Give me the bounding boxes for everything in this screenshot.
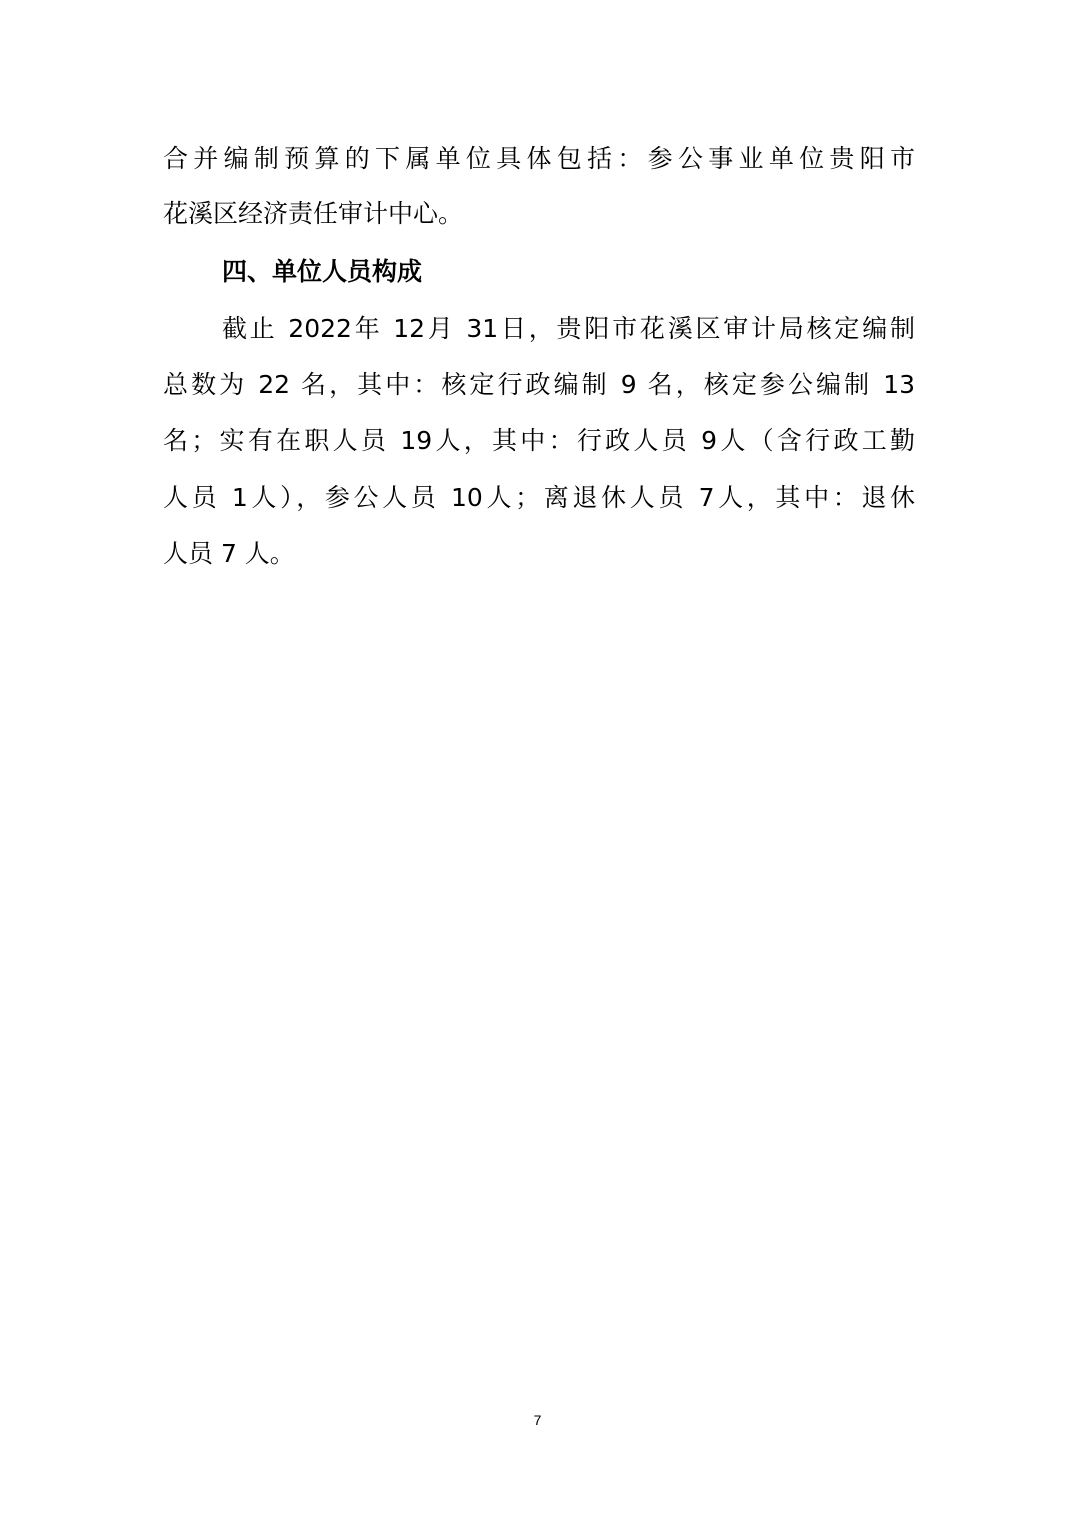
- paragraph-1-line-1: 合并编制预算的下属单位具体包括：参公事业单位贵阳市: [163, 144, 915, 173]
- paragraph-2-line-1: 截止 2022年 12月 31日，贵阳市花溪区审计局核定编制: [222, 314, 915, 343]
- paragraph-1-line-2: 花溪区经济责任审计中心。: [163, 199, 464, 228]
- paragraph-2-line-3: 名；实有在职人员 19人，其中：行政人员 9人（含行政工勤: [163, 426, 915, 455]
- paragraph-2-line-5: 人员 7 人。: [163, 539, 295, 568]
- page-number: 7: [533, 1412, 542, 1428]
- paragraph-2-line-2: 总数为 22 名，其中：核定行政编制 9 名，核定参公编制 13: [163, 370, 915, 399]
- section-heading: 四、单位人员构成: [222, 257, 423, 286]
- paragraph-2-line-4: 人员 1人），参公人员 10人；离退休人员 7人，其中：退休: [163, 483, 915, 512]
